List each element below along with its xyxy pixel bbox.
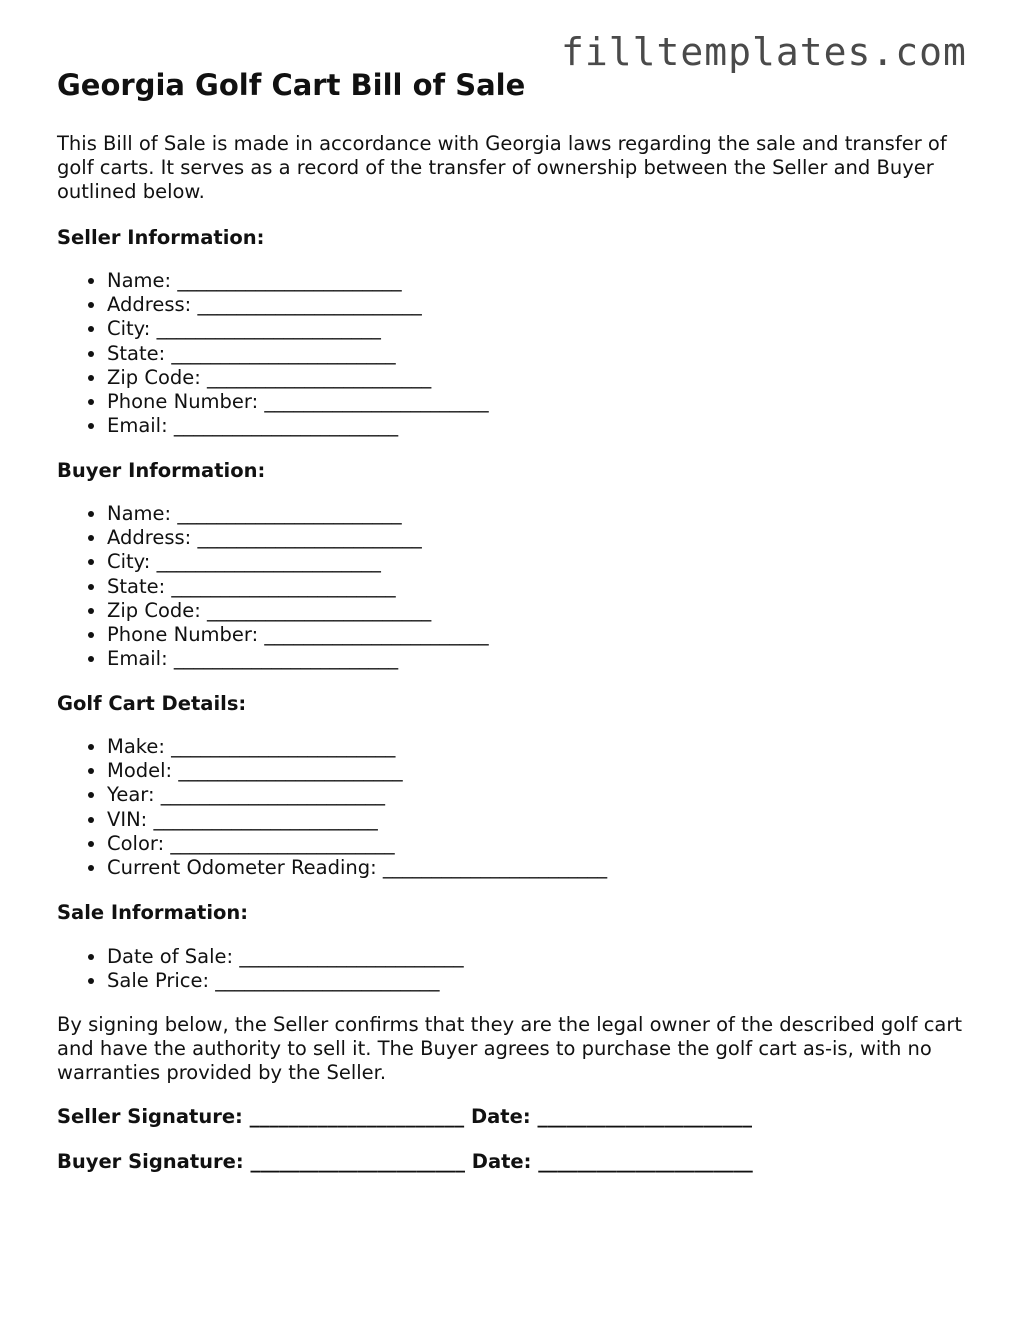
- buyer-email-field[interactable]: • Email: _______________________: [107, 647, 489, 671]
- seller-address-field[interactable]: • Address: _______________________: [107, 293, 489, 317]
- buyer-zip-field[interactable]: • Zip Code: _______________________: [107, 599, 489, 623]
- seller-signature-line[interactable]: ______________________: [249, 1105, 465, 1128]
- seller-date-label: Date:: [470, 1105, 531, 1128]
- closing-paragraph: By signing below, the Seller confirms that they are the legal owner of the described golf cart and have the authority to sell it. The Buyer agrees to purchase the golf cart as-is, with no warranties provided by the Seller.: [57, 1013, 963, 1084]
- cart-fields: [57, 735, 607, 880]
- buyer-address-field[interactable]: • Address: _______________________: [107, 526, 489, 550]
- buyer-city-field[interactable]: • City: _______________________: [107, 550, 489, 574]
- cart-year-field[interactable]: • Year: _______________________: [107, 783, 607, 807]
- buyer-name-field[interactable]: • Name: _______________________: [107, 502, 489, 526]
- seller-name-field[interactable]: • Name: _______________________: [107, 269, 489, 293]
- buyer-signature-row: [57, 1150, 753, 1173]
- seller-phone-field[interactable]: • Phone Number: _______________________: [107, 390, 489, 414]
- sale-fields: [57, 945, 464, 993]
- cart-model-field[interactable]: • Model: _______________________: [107, 759, 607, 783]
- cart-make-field[interactable]: • Make: _______________________: [107, 735, 607, 759]
- cart-odometer-field[interactable]: • Current Odometer Reading: _______________________: [107, 856, 607, 880]
- seller-city-field[interactable]: • City: _______________________: [107, 317, 489, 341]
- cart-vin-field[interactable]: • VIN: _______________________: [107, 808, 607, 832]
- watermark: filltemplates.com: [561, 30, 967, 74]
- buyer-phone-field[interactable]: • Phone Number: _______________________: [107, 623, 489, 647]
- seller-signature-row: [57, 1105, 752, 1128]
- sale-price-field[interactable]: • Sale Price: _______________________: [107, 969, 464, 993]
- buyer-date-line[interactable]: ______________________: [538, 1150, 753, 1173]
- intro-paragraph: This Bill of Sale is made in accordance with Georgia laws regarding the sale and transfer of golf carts. It serves as a record of the transfer of ownership between the Seller and Buyer outlined below.: [57, 132, 947, 203]
- buyer-heading: Buyer Information:: [57, 459, 266, 482]
- seller-state-field[interactable]: • State: _______________________: [107, 342, 489, 366]
- seller-email-field[interactable]: • Email: _______________________: [107, 414, 489, 438]
- seller-heading: Seller Information:: [57, 226, 265, 249]
- cart-heading: Golf Cart Details:: [57, 692, 247, 715]
- sale-heading: Sale Information:: [57, 901, 249, 924]
- buyer-signature-label: Buyer Signature:: [57, 1150, 244, 1173]
- buyer-date-label: Date:: [471, 1150, 532, 1173]
- page-title: Georgia Golf Cart Bill of Sale: [57, 68, 526, 102]
- cart-color-field[interactable]: • Color: _______________________: [107, 832, 607, 856]
- seller-signature-label: Seller Signature:: [57, 1105, 243, 1128]
- seller-fields: [57, 269, 489, 438]
- buyer-fields: [57, 502, 489, 671]
- buyer-state-field[interactable]: • State: _______________________: [107, 575, 489, 599]
- seller-zip-field[interactable]: • Zip Code: _______________________: [107, 366, 489, 390]
- seller-date-line[interactable]: ______________________: [537, 1105, 752, 1128]
- sale-date-field[interactable]: • Date of Sale: _______________________: [107, 945, 464, 969]
- buyer-signature-line[interactable]: ______________________: [250, 1150, 465, 1173]
